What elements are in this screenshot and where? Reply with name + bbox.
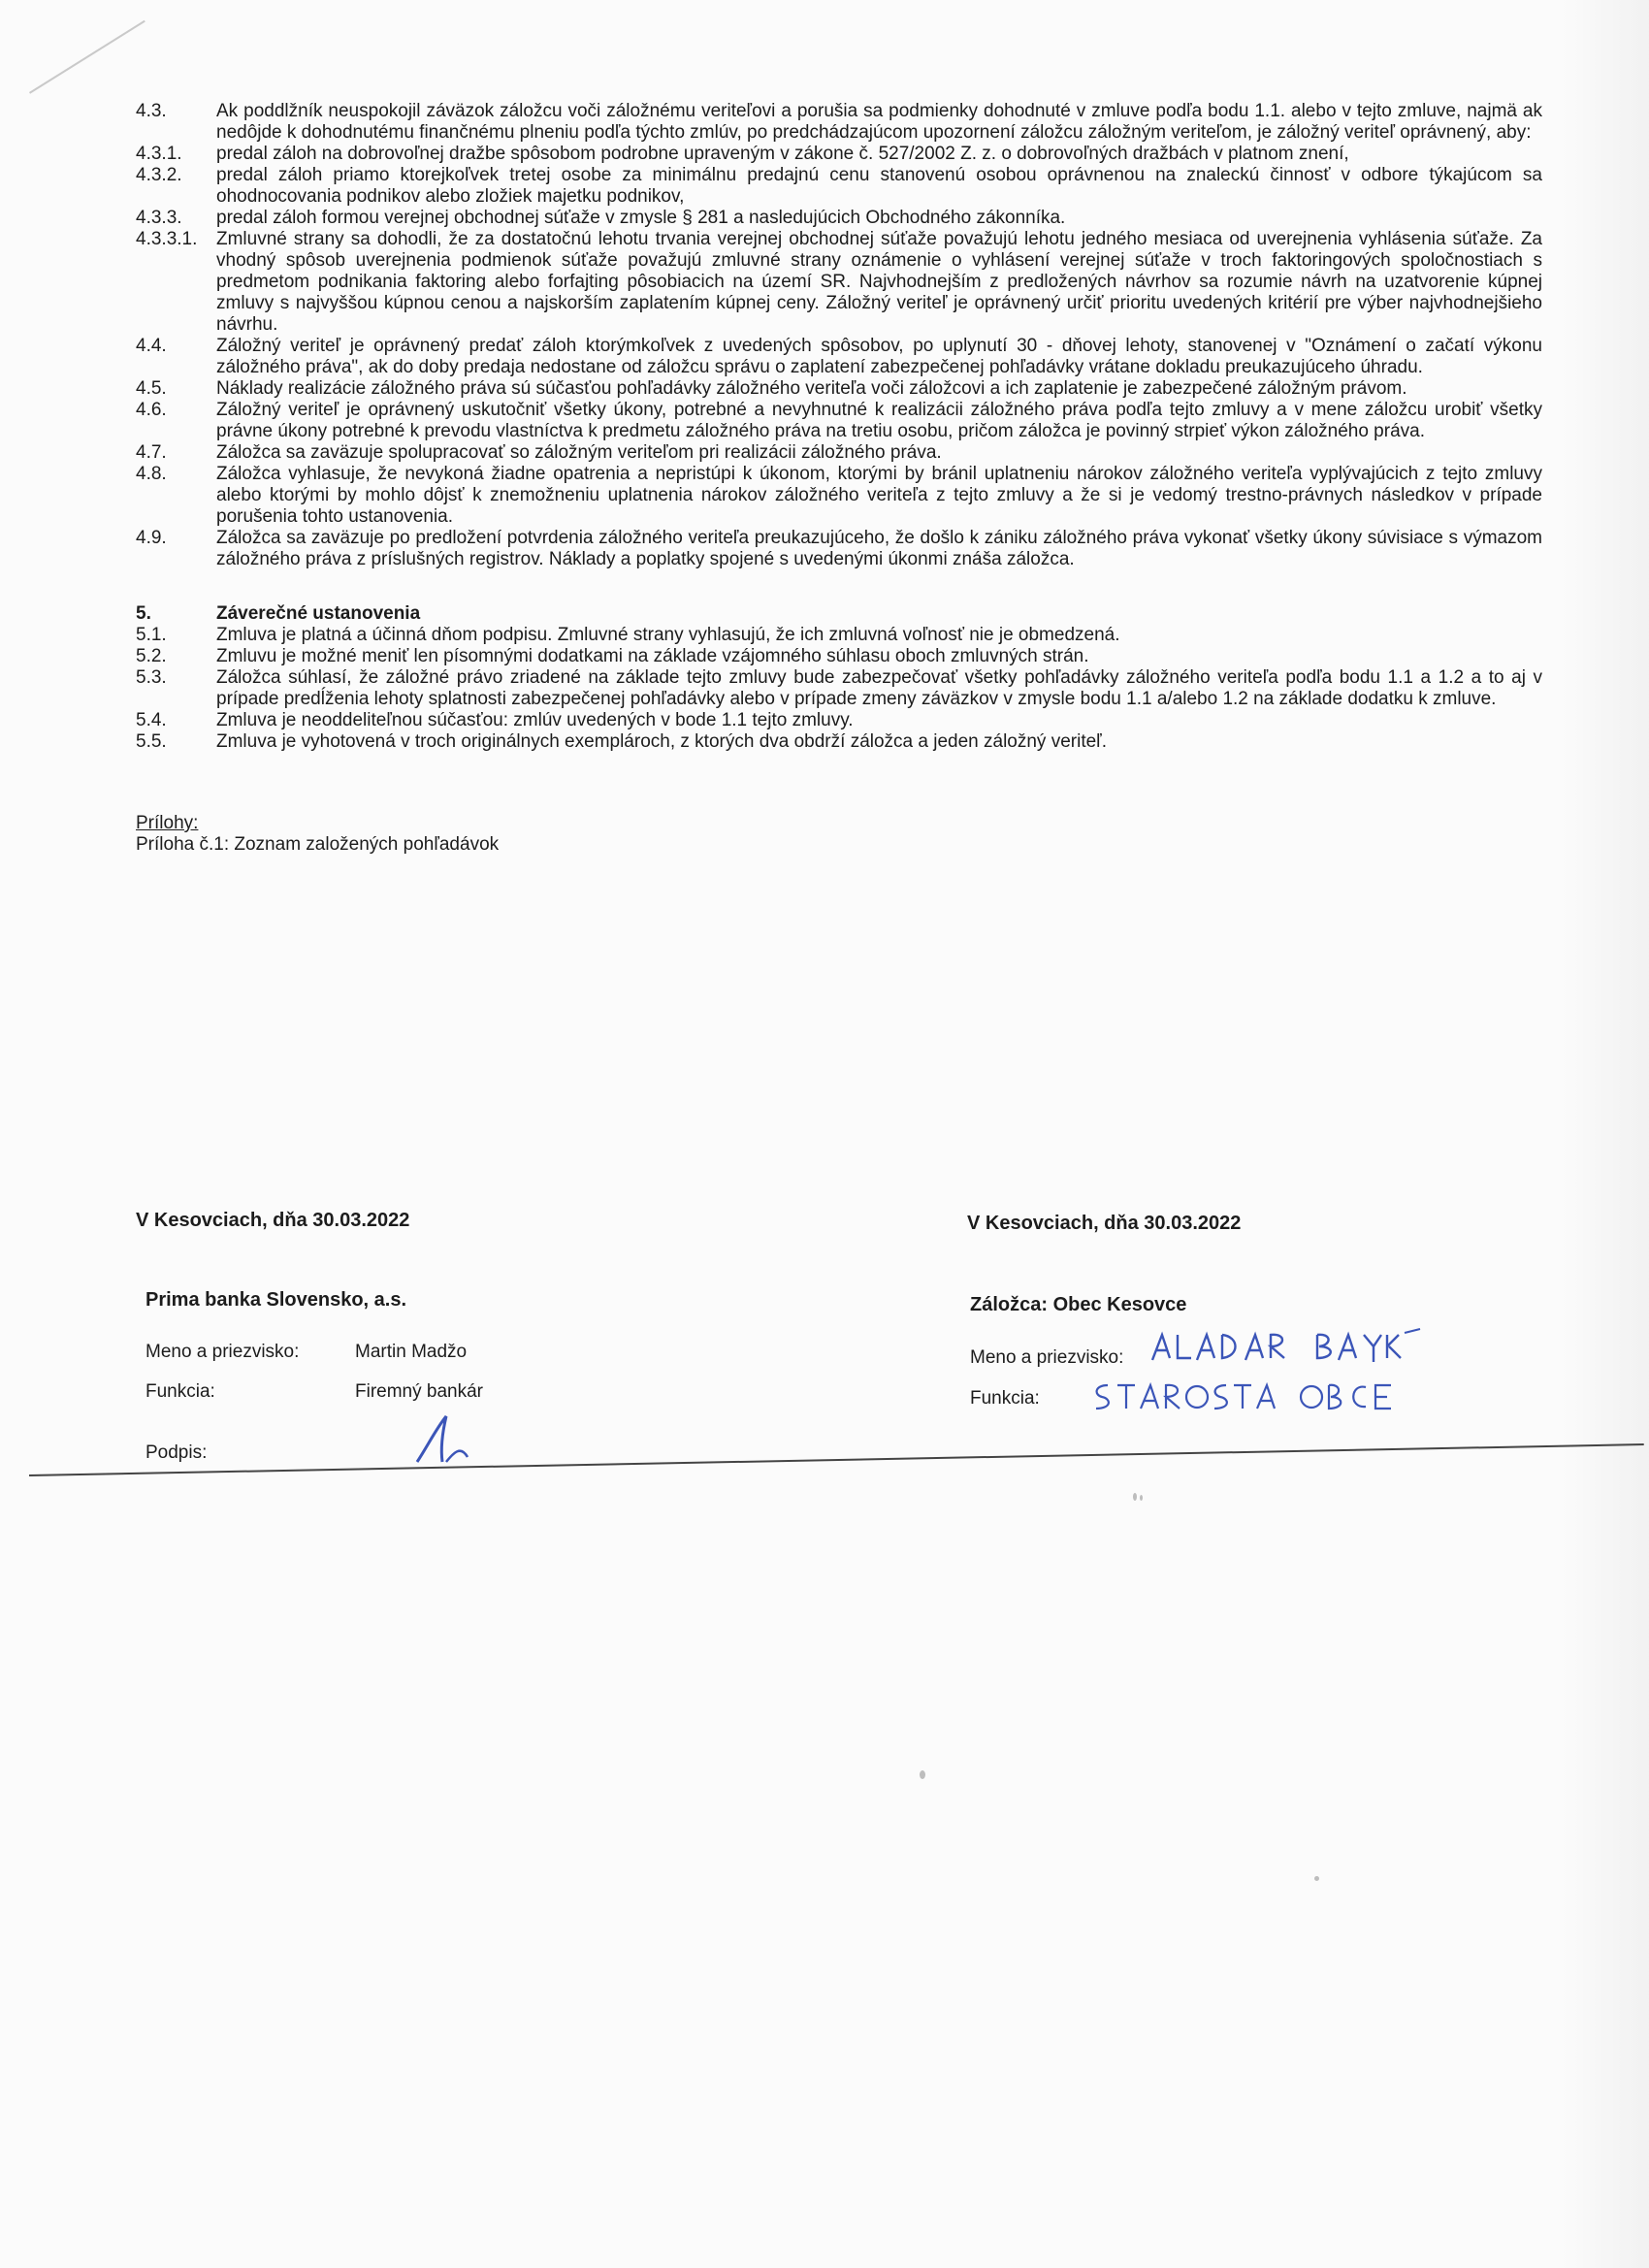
page-edge-shadow xyxy=(1562,0,1649,2268)
left-party-name: Prima banka Slovensko, a.s. xyxy=(146,1289,407,1311)
left-name-label: Meno a priezvisko: xyxy=(146,1342,300,1362)
right-handwritten-name xyxy=(1145,1323,1421,1370)
clause-row xyxy=(136,208,1542,229)
right-place-date: V Kesovciach, dňa 30.03.2022 xyxy=(967,1213,1242,1234)
scan-speck xyxy=(920,1770,925,1779)
clause-number: 5.3. xyxy=(136,667,167,688)
clause-text: Záložca sa zaväzuje po predložení potvrdenia záložného veriteľa preukazujúceho, že došlo k zániku záložného práva vykonať všetky úkony súvisiace s výmazom záložného práva z príslušných registrov. Náklady a poplatky spojené s uvedenými úkonmi znáša záložca. xyxy=(216,528,1542,569)
clause-text: Zmluva je vyhotovená v troch originálnych exemplároch, z ktorých dva obdrží záložca a jeden záložný veriteľ. xyxy=(216,731,1107,752)
clause-number: 4.3.2. xyxy=(136,165,182,185)
clause-number: 4.6. xyxy=(136,400,167,420)
clause-row xyxy=(136,528,1542,570)
section-5-items xyxy=(136,625,1542,753)
clause-row xyxy=(136,378,1542,400)
clause-text: Zmluvu je možné meniť len písomnými dodatkami na základe vzájomného súhlasu oboch zmluvných strán. xyxy=(216,646,1089,666)
clause-number: 4.3.3. xyxy=(136,208,182,228)
scan-speck xyxy=(1133,1493,1137,1501)
right-function-label: Funkcia: xyxy=(970,1388,1040,1409)
clause-text: Záložca súhlasí, že záložné právo zriadené na základe tejto zmluvy bude zabezpečovať všetky pohľadávky záložného veriteľa podľa bodu 1.1 a 1.2 a to aj v prípade predĺženia lehoty splatnosti zabezpečenej pohľadávky alebo v prípade zmeny záväzkov v zmysle bodu 1.1 a/alebo 1.2 na základe dodatku k zmluve. xyxy=(216,667,1542,709)
left-handwritten-signature xyxy=(407,1409,495,1467)
clause-row xyxy=(136,144,1542,165)
clause-number: 4.3. xyxy=(136,101,167,121)
clause-text: predal záloh formou verejnej obchodnej súťaže v zmysle § 281 a nasledujúcich Obchodného zákonníka. xyxy=(216,208,1066,228)
right-handwritten-function xyxy=(1090,1376,1401,1414)
section-5-heading xyxy=(136,603,1542,625)
clause-row xyxy=(136,625,1542,646)
clause-row xyxy=(136,667,1542,710)
scan-speck xyxy=(1140,1495,1143,1501)
clause-text: Záložca sa zaväzuje spolupracovať so záložným veriteľom pri realizácii záložného práva. xyxy=(216,442,942,463)
clause-number: 4.8. xyxy=(136,464,167,484)
left-function-value: Firemný bankár xyxy=(355,1381,483,1402)
right-name-label: Meno a priezvisko: xyxy=(970,1347,1124,1368)
left-name-value: Martin Madžo xyxy=(355,1342,468,1362)
clause-text: Náklady realizácie záložného práva sú súčasťou pohľadávky záložného veriteľa voči záložcovi a ich zaplatenie je zabezpečené záložným právom. xyxy=(216,378,1407,399)
left-place-date: V Kesovciach, dňa 30.03.2022 xyxy=(136,1210,410,1231)
section-title: Záverečné ustanovenia xyxy=(216,603,421,624)
clause-number: 5.4. xyxy=(136,710,167,730)
right-party-name: Záložca: Obec Kesovce xyxy=(970,1294,1187,1315)
clause-number: 4.4. xyxy=(136,336,167,356)
clause-row xyxy=(136,442,1542,464)
clause-text: predal záloh na dobrovoľnej dražbe spôsobom podrobne upraveným v zákone č. 527/2002 Z. z. o dobrovoľných dražbách v platnom znení, xyxy=(216,144,1349,164)
clause-number: 4.5. xyxy=(136,378,167,399)
clauses-list xyxy=(136,101,1542,570)
clause-number: 4.7. xyxy=(136,442,167,463)
attachments-title: Prílohy: xyxy=(136,813,199,833)
clause-text: Zmluva je neoddeliteľnou súčasťou: zmlúv uvedených v bode 1.1 tejto zmluvy. xyxy=(216,710,854,730)
attachment-item: Príloha č.1: Zoznam založených pohľadávok xyxy=(136,834,500,855)
contract-body xyxy=(136,101,1542,856)
clause-text: Záložca vyhlasuje, že nevykoná žiadne opatrenia a nepristúpi k úkonom, ktorými by bránil uplatneniu nárokov záložného veriteľa vyplývajúcich z tejto zmluvy alebo ktorými by mohlo dôjsť k znemožneniu uplatnenia nárokov záložného veriteľa z tejto zmluvy a že si je vedomý trestno-právnych následkov v prípade porušenia tohto ustanovenia. xyxy=(216,464,1542,527)
clause-text: Ak poddlžník neuspokojil záväzok záložcu voči záložnému veriteľovi a porušia sa podmienky dohodnuté v zmluve podľa bodu 1.1. alebo v tejto zmluve, najmä ak nedôjde k dohodnutému finančnému plneniu podľa týchto zmlúv, po predchádzajúcom upozornení záložcu záložným veriteľom, je záložný veriteľ oprávnený, aby: xyxy=(216,101,1542,143)
clause-number: 4.9. xyxy=(136,528,167,548)
clause-number: 4.3.3.1. xyxy=(136,229,198,249)
left-function-label: Funkcia: xyxy=(146,1381,215,1402)
clause-row xyxy=(136,710,1542,731)
page-bottom-rule xyxy=(29,1443,1644,1476)
scan-speck xyxy=(1314,1876,1319,1881)
clause-row xyxy=(136,336,1542,378)
clause-row xyxy=(136,229,1542,336)
clause-row xyxy=(136,646,1542,667)
clause-text: Zmluva je platná a účinná dňom podpisu. Zmluvné strany vyhlasujú, že ich zmluvná voľnosť nie je obmedzená. xyxy=(216,625,1120,645)
corner-fold-mark xyxy=(29,20,146,94)
clause-text: predal záloh priamo ktorejkoľvek tretej osobe za minimálnu predajnú cenu stanovenú osobou oprávnenou na znaleckú činnosť v odbore týkajúcom sa ohodnocovania podnikov alebo zložiek majetku podnikov, xyxy=(216,165,1542,207)
clause-number: 5.5. xyxy=(136,731,167,752)
clause-number: 5.2. xyxy=(136,646,167,666)
clause-text: Záložný veriteľ je oprávnený uskutočniť všetky úkony, potrebné a nevyhnutné k realizácii záložného práva podľa tejto zmluvy a v mene záložcu urobiť všetky právne úkony potrebné k prevodu vlastníctva k predmetu záložného práva na tretiu osobu, pričom záložca je povinný strpieť výkon záložného práva. xyxy=(216,400,1542,441)
left-signature-label: Podpis: xyxy=(146,1442,208,1463)
clause-text: Záložný veriteľ je oprávnený predať záloh ktorýmkoľvek z uvedených spôsobov, po uplynutí 30 - dňovej lehoty, stanovenej v "Oznámení o začatí výkonu záložného práva", ak do doby predaja nedostane od záložcu správu o zaplatení zabezpečenej pohľadávky vrátane dokladu preukazujúceho úhradu. xyxy=(216,336,1542,377)
clause-text: Zmluvné strany sa dohodli, že za dostatočnú lehotu trvania verejnej obchodnej súťaže považujú lehotu jedného mesiaca od uverejnenia vyhlásenia súťaže. Za vhodný spôsob uverejnenia podmienok súťaže považujú zmluvné strany oznámenie o vyhlásení verejnej súťaže v troch faktoringových spoločnostiach s predmetom podnikania faktoring alebo forfajting pôsobiacich na území SR. Najvhodnejším z predložených návrhov sa rozumie návrh na uzatvorenie kúpnej zmluvy s najvyššou kúpnou cenou a najskorším zaplatením kúpnej ceny. Záložný veriteľ je oprávnený určiť prioritu uvedených kritérií pre výber najvhodnejšieho návrhu. xyxy=(216,229,1542,335)
section-number: 5. xyxy=(136,603,151,624)
clause-row xyxy=(136,731,1542,753)
clause-row xyxy=(136,400,1542,442)
clause-row xyxy=(136,101,1542,144)
clause-number: 4.3.1. xyxy=(136,144,182,164)
clause-number: 5.1. xyxy=(136,625,167,645)
clause-row xyxy=(136,165,1542,208)
clause-row xyxy=(136,464,1542,528)
